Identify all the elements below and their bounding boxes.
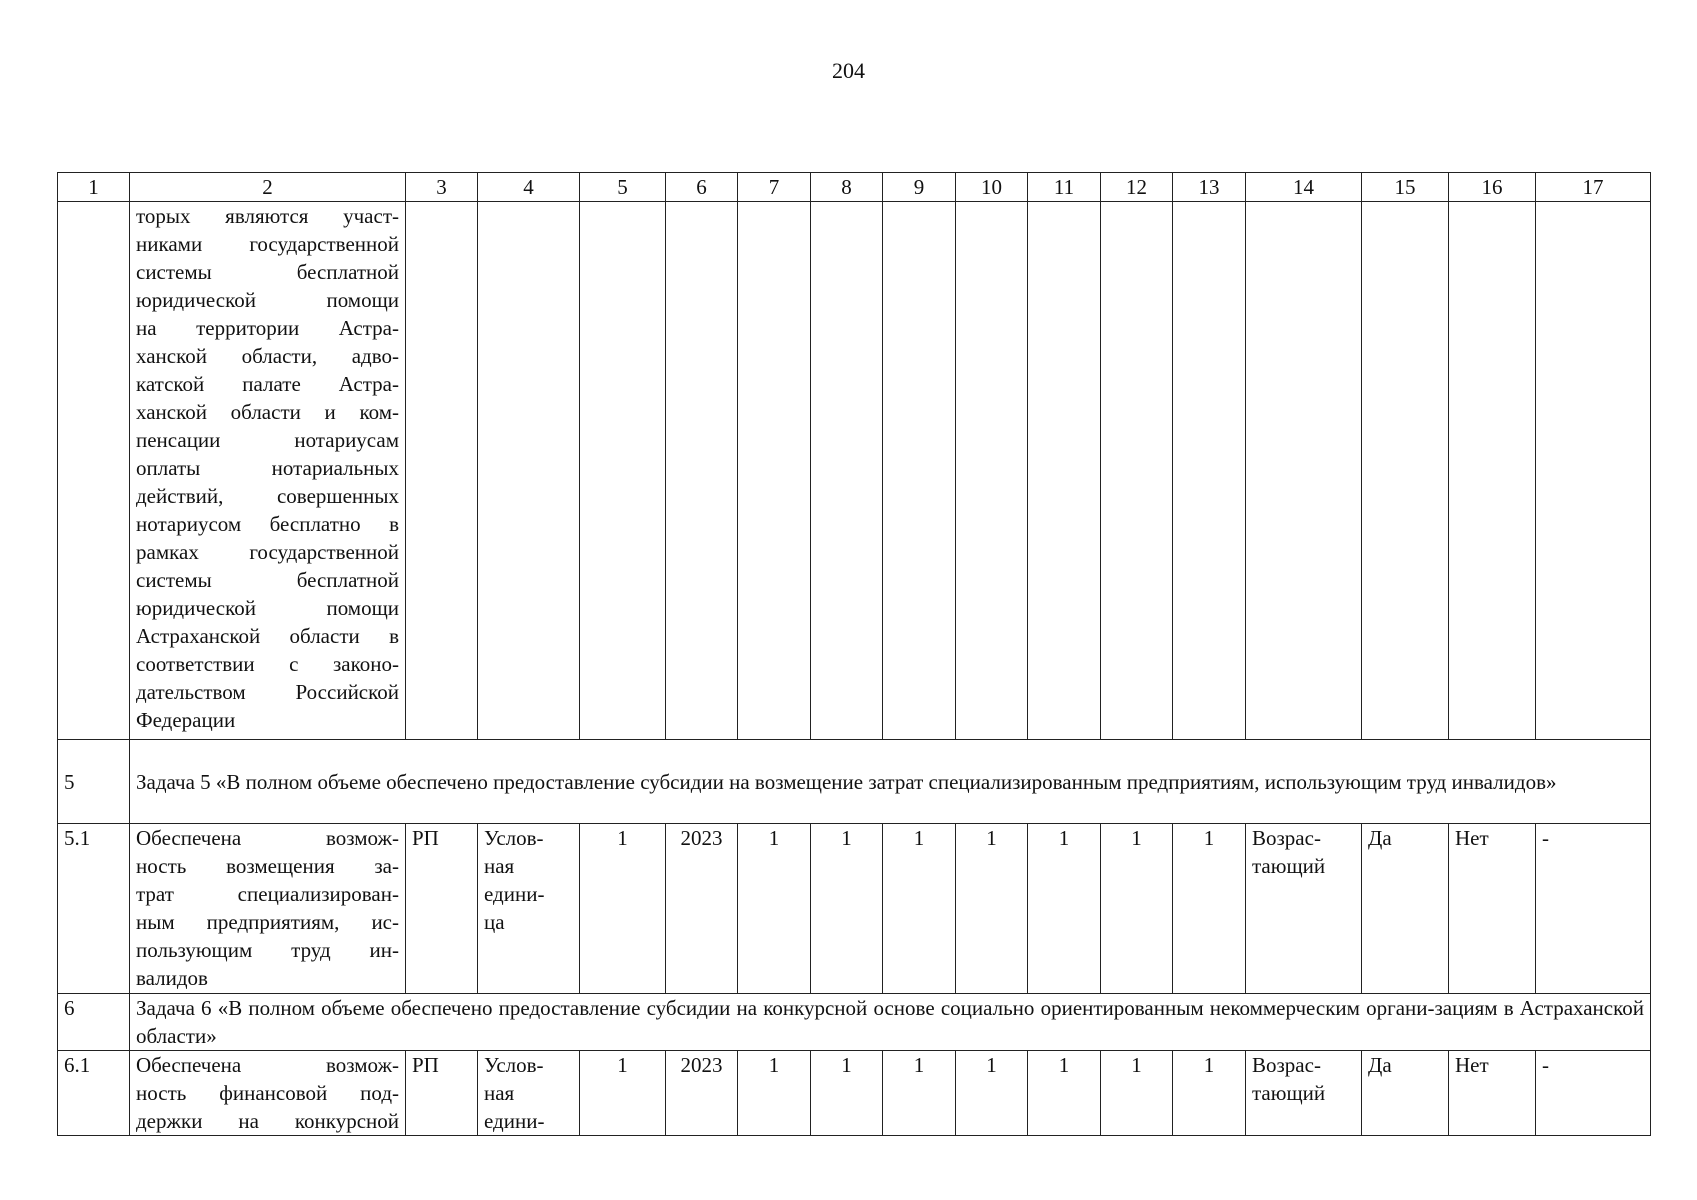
indicator-row [58,824,1651,994]
unit-line: ца [484,910,505,934]
value-cell: 1 [1173,824,1246,994]
flag-cell: Нет [1449,824,1536,994]
header-cell: 10 [956,173,1028,202]
value-cell: 1 [580,1051,666,1136]
trend-line: Возрас- [1252,826,1321,850]
value-cell: 1 [1173,1051,1246,1136]
trend-line: тающий [1252,854,1326,878]
value-cell: 1 [1101,824,1173,994]
year-cell: 2023 [666,824,738,994]
indicator-description [130,824,406,994]
header-cell: 5 [580,173,666,202]
trend-cell [1246,1051,1362,1136]
description-line: нотариусом бесплатно в [136,512,399,536]
header-cell: 9 [883,173,956,202]
value-cell: 1 [811,1051,883,1136]
description-line: ность финансовой под- [136,1081,399,1105]
task-number: 6 [58,994,130,1051]
value-cell: 1 [956,824,1028,994]
flag-cell: Нет [1449,1051,1536,1136]
description-line: ность возмещения за- [136,854,399,878]
value-cell: 1 [811,824,883,994]
trend-line: тающий [1252,1081,1326,1105]
value-cell: 1 [738,1051,811,1136]
description-line: торых являются участ- [136,204,399,228]
unit-line: Услов- [484,1053,544,1077]
header-cell: 3 [406,173,478,202]
unit-line: едини- [484,882,545,906]
header-cell: 16 [1449,173,1536,202]
description-line: трат специализирован- [136,882,399,906]
header-cell: 11 [1028,173,1101,202]
value-cell: 1 [883,824,956,994]
unit-line: ная [484,854,515,878]
continuation-row [58,202,1651,740]
value-cell: 1 [956,1051,1028,1136]
description-line: оплаты нотариальных [136,456,399,480]
header-cell: 13 [1173,173,1246,202]
description-line: соответствии с законо- [136,652,399,676]
task-text-content: Задача 5 «В полном объеме обеспечено предоставление субсидии на возмещение затрат специализированным предприятиям, использующим труд инвалидов» [136,769,1557,794]
note-cell: - [1536,1051,1651,1136]
indicator-row [58,1051,1651,1136]
page-number: 204 [832,58,865,83]
description-line: пользующим труд ин- [136,938,399,962]
continuation-description [130,202,406,740]
header-cell: 8 [811,173,883,202]
description-line: катской палате Астра- [136,372,399,396]
description-line: ханской области, адво- [136,344,399,368]
value-cell: 1 [738,824,811,994]
header-cell: 17 [1536,173,1651,202]
description-line: рамках государственной [136,540,399,564]
description-line: валидов [136,966,208,990]
header-cell: 6 [666,173,738,202]
header-cell: 15 [1362,173,1449,202]
flag-cell: Да [1362,824,1449,994]
description-line: пенсации нотариусам [136,428,399,452]
description-line: никами государственной [136,232,399,256]
description-line: юридической помощи [136,596,399,620]
description-line: на территории Астра- [136,316,399,340]
task-row [58,740,1651,824]
indicator-description [130,1051,406,1136]
header-cell: 1 [58,173,130,202]
description-line: дательством Российской [136,680,399,704]
indicator-table [57,172,1651,1136]
unit-cell [478,1051,580,1136]
header-cell: 7 [738,173,811,202]
header-cell: 2 [130,173,406,202]
description-line: ным предприятиям, ис- [136,910,399,934]
unit-line: Услов- [484,826,544,850]
trend-cell [1246,824,1362,994]
task-text [130,740,1651,824]
description-line: Обеспечена возмож- [136,826,399,850]
task-row [58,994,1651,1051]
header-cell: 12 [1101,173,1173,202]
value-cell: 1 [1028,1051,1101,1136]
flag-cell: Да [1362,1051,1449,1136]
value-cell: 1 [580,824,666,994]
row-number: 5.1 [58,824,130,994]
trend-line: Возрас- [1252,1053,1321,1077]
description-line: Федерации [136,708,236,732]
level-cell: РП [406,1051,478,1136]
level-cell: РП [406,824,478,994]
year-cell: 2023 [666,1051,738,1136]
note-cell: - [1536,824,1651,994]
header-cell: 4 [478,173,580,202]
description-line: юридической помощи [136,288,399,312]
value-cell: 1 [1028,824,1101,994]
unit-line: едини- [484,1109,545,1133]
description-line: действий, совершенных [136,484,399,508]
header-cell: 14 [1246,173,1362,202]
unit-line: ная [484,1081,515,1105]
row-number: 6.1 [58,1051,130,1136]
value-cell: 1 [883,1051,956,1136]
task-text-content: Задача 6 «В полном объеме обеспечено предоставление субсидии на конкурсной основе социально ориентированным некоммерческим органи-зациям в Астраханской области» [136,996,1644,1048]
description-line: ханской области и ком- [136,400,399,424]
value-cell: 1 [1101,1051,1173,1136]
description-line: системы бесплатной [136,568,399,592]
header-row [58,173,1651,202]
unit-cell [478,824,580,994]
description-line: системы бесплатной [136,260,399,284]
task-text [130,994,1651,1051]
description-line: Астраханской области в [136,624,399,648]
description-line: Обеспечена возмож- [136,1053,399,1077]
description-line: держки на конкурсной [136,1109,399,1133]
task-number: 5 [58,740,130,824]
